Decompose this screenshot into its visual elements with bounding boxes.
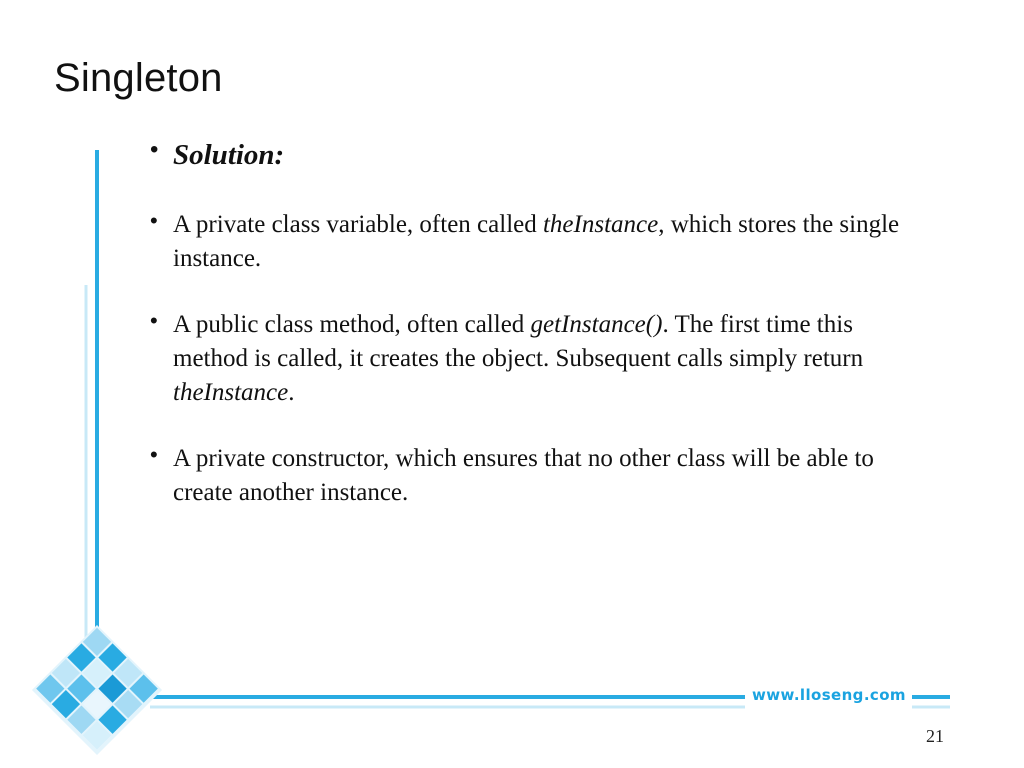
- bullet-1-em: theInstance: [542, 211, 659, 238]
- heading-text: Solution:: [173, 139, 285, 171]
- bullet-dot-icon: •: [150, 136, 159, 163]
- bullet-heading: [150, 138, 930, 172]
- bullet-item-1: [150, 208, 930, 276]
- bullet-item-2: [150, 308, 930, 410]
- bullet-1-post: , which stores the single instance.: [173, 211, 900, 272]
- bullet-2-pre: A public class method, often called: [173, 311, 531, 338]
- bullet-list: [150, 138, 930, 542]
- bullet-dot-icon: •: [150, 442, 158, 467]
- bullet-2-em2: theInstance: [173, 379, 289, 406]
- bullet-dot-icon: •: [150, 208, 158, 233]
- bullet-item-3: [150, 442, 930, 510]
- bullet-dot-icon: •: [150, 308, 158, 333]
- bullet-3-text: A private constructor, which ensures that no other class will be able to create another instance.: [173, 445, 874, 506]
- bullet-1-pre: A private class variable, often called: [173, 211, 543, 238]
- bullet-2-em: getInstance(): [530, 311, 663, 338]
- diamond-logo: [32, 625, 162, 755]
- bullet-2-mid: . The first time this method is called, it creates the object. Subsequent calls simply return: [173, 311, 864, 372]
- footer-brand-url: www.lloseng.com: [752, 686, 906, 704]
- page-number: 21: [926, 726, 944, 746]
- bullet-2-post: .: [288, 379, 295, 406]
- slide-title: Singleton: [54, 56, 223, 100]
